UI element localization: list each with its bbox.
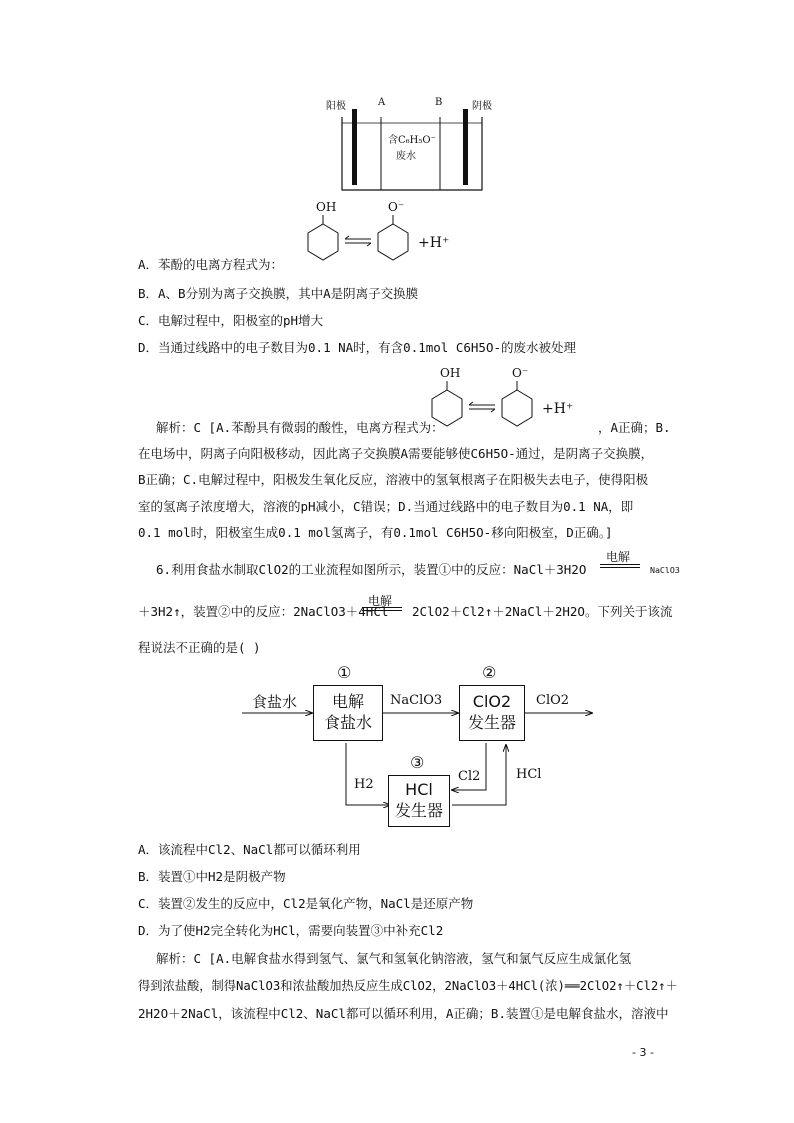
hcl-label: HCl: [516, 767, 542, 782]
q5-analysis-line5: 0.1 mol时，阳极室生成0.1 mol氢离子，有0.1mol C6H5O-移向阳极室，D正确。]: [138, 525, 613, 540]
solution-label-line1: 含C₆H₅O⁻: [388, 135, 436, 146]
condition-arrow-2: [362, 607, 402, 611]
clo2-generator-box: [459, 685, 525, 741]
q5-option-d: D．当通过线路中的电子数目为0.1 NA时，有含0.1mol C6H5O-的废水被处理: [138, 340, 577, 355]
q6-line2-start: ＋3H2↑，装置②中的反应：2NaClO3＋4HCl: [138, 604, 389, 619]
process-flowchart: [240, 665, 600, 830]
q6-line1-end: NaClO3: [650, 565, 680, 575]
oh-label: OH: [440, 366, 461, 380]
phenol-ionization-equation: [296, 198, 476, 270]
electrolysis-condition: 电解: [606, 550, 631, 564]
q5-option-b: B．A、B分别为离子交换膜，其中A是阴离子交换膜: [138, 286, 419, 301]
q6-option-a: A．该流程中Cl2、NaCl都可以循环利用: [138, 842, 361, 857]
hcl-generator-box: [388, 775, 450, 827]
q6-option-d: D．为了使H2完全转化为HCl，需要向装置③中补充Cl2: [138, 923, 444, 938]
cathode-label: 阴极: [472, 101, 492, 112]
q5-analysis-line1-end: ，A正确；B.: [598, 420, 671, 435]
clo2-generator-line2: 发生器: [467, 713, 516, 732]
step-3-marker: ③: [410, 753, 425, 772]
electrolysis-condition-2: 电解: [368, 594, 393, 608]
step-2-marker: ②: [482, 663, 497, 682]
q5-analysis-line1-start: 解析：C [A.苯酚具有微弱的酸性，电离方程式为：: [156, 420, 444, 435]
condition-arrow: [600, 564, 640, 568]
electrolysis-box: [313, 685, 383, 741]
q6-line3: 程说法不正确的是( ): [138, 640, 261, 655]
phenol-equation-drawing: [296, 198, 476, 270]
phenol-equation-drawing: [420, 364, 600, 436]
h-plus-label: +H⁺: [542, 401, 574, 417]
membrane-a-label: A: [378, 97, 386, 108]
electrolysis-box-line2: 食盐水: [323, 713, 372, 732]
phenol-ionization-equation-analysis: [420, 364, 600, 436]
electrolysis-box-line1: 电解: [331, 692, 364, 711]
q6-line1-start: 6.利用食盐水制取ClO2的工业流程如图所示，装置①中的反应：NaCl＋3H2O: [156, 562, 587, 577]
q6-option-b: B．装置①中H2是阴极产物: [138, 869, 286, 884]
h-plus-label: +H⁺: [418, 235, 450, 251]
hcl-generator-line2: 发生器: [394, 801, 443, 820]
page-number: - 3 -: [632, 1046, 654, 1059]
hcl-generator-line1: HCl: [405, 780, 433, 799]
membrane-b-label: B: [435, 97, 443, 108]
naclo3-label: NaClO3: [390, 693, 443, 708]
q6-option-c: C．装置②发生的反应中，Cl2是氧化产物，NaCl是还原产物: [138, 896, 474, 911]
q6-analysis-line1: 解析：C [A.电解食盐水得到氢气、氯气和氢氧化钠溶液，氢气和氯气反应生成氯化氢: [156, 951, 632, 966]
q6-analysis-line2: 得到浓盐酸，制得NaClO3和浓盐酸加热反应生成ClO2，2NaClO3＋4HCl(浓)══2ClO2↑＋Cl2↑＋: [138, 979, 678, 993]
anode-label: 阳极: [326, 101, 346, 112]
q5-analysis-line4: 室的氢离子浓度增大，溶液的pH减小，C错误；D.当通过线路中的电子数目为0.1 NA，即: [138, 499, 634, 514]
step-1-marker: ①: [337, 663, 352, 682]
solution-label-line2: 废水: [396, 151, 416, 162]
oh-label: OH: [316, 200, 337, 214]
feed-label: 食盐水: [252, 693, 298, 711]
q6-analysis-line3: 2H2O＋2NaCl，该流程中Cl2、NaCl都可以循环利用，A正确；B.装置①是电解食盐水，溶液中: [138, 1006, 669, 1021]
q5-option-c: C．电解过程中，阳极室的pH增大: [138, 313, 324, 328]
q5-analysis-line2: 在电场中，阴离子向阳极移动，因此离子交换膜A需要能够使C6H5O-通过，是阴离子交换膜，: [138, 446, 654, 461]
clo2-generator-line1: ClO2: [472, 692, 512, 711]
clo2-output-label: ClO2: [536, 693, 570, 708]
cl2-label: Cl2: [458, 769, 481, 784]
q5-analysis-line3: B正确；C.电解过程中，阳极发生氧化反应，溶液中的氢氧根离子在阳极失去电子，使得阳极: [138, 472, 649, 487]
q5-option-a: A．苯酚的电离方程式为：: [138, 257, 284, 272]
q6-line2-end: 2ClO2＋Cl2↑＋2NaCl＋2H2O。下列关于该流: [412, 604, 673, 619]
h2-label: H2: [354, 777, 374, 792]
electrolysis-cell-diagram: [322, 95, 502, 195]
o-minus-label: O⁻: [388, 200, 405, 214]
o-minus-label: O⁻: [512, 366, 529, 380]
